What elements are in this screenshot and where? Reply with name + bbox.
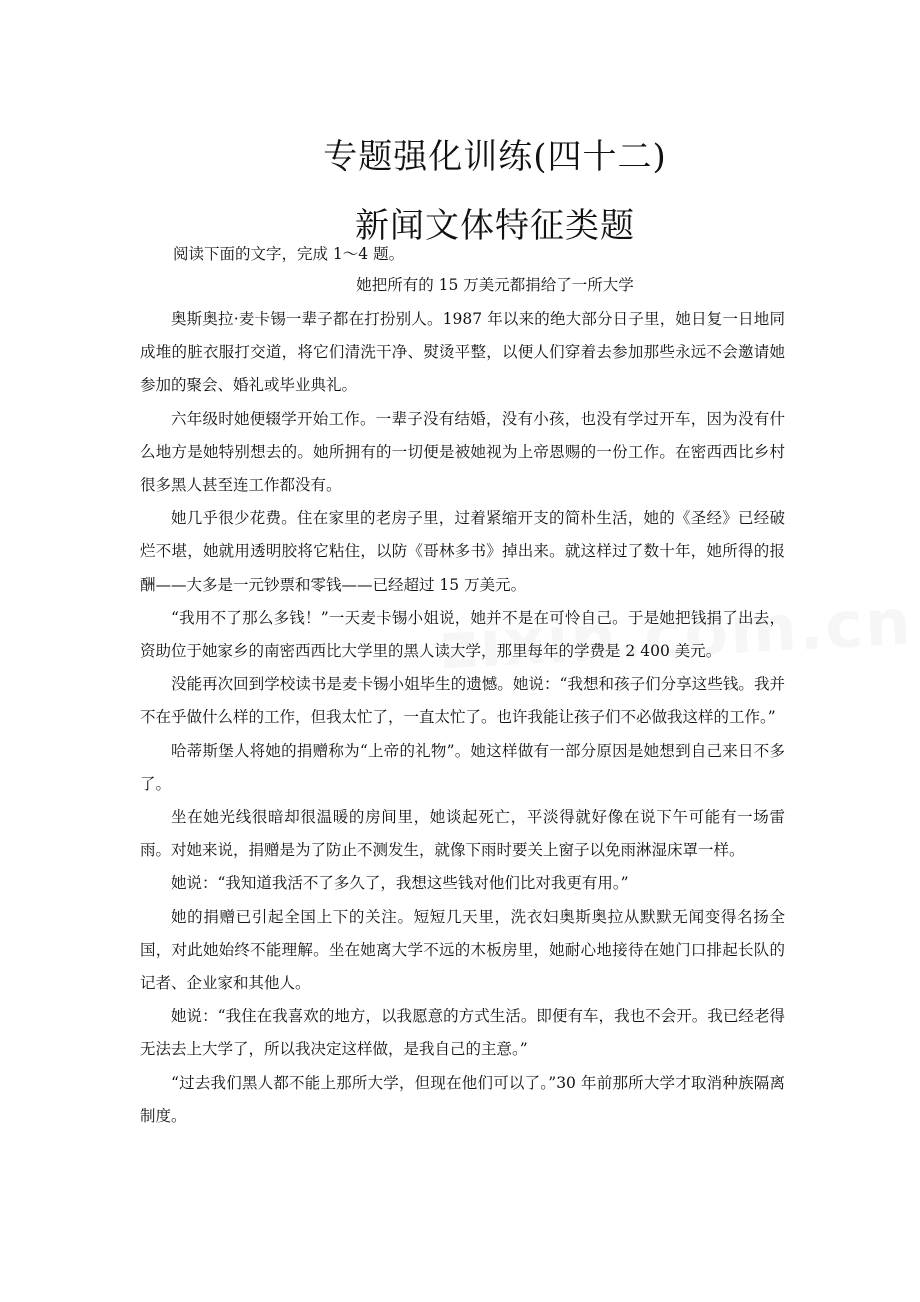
- article-paragraph: 没能再次回到学校读书是麦卡锡小姐毕生的遗憾。她说：“我想和孩子们分享这些钱。我并不在乎做什么样的工作，但我太忙了，一直太忙了。也许我能让孩子们不必做我这样的工作。”: [140, 675, 785, 727]
- article-paragraph: 她的捐赠已引起全国上下的关注。短短几天里，洗衣妇奥斯奥拉从默默无闻变得名扬全国，对此她始终不能理解。坐在她离大学不远的木板房里，她耐心地接待在她门口排起长队的记者、企业家和其他人。: [140, 907, 785, 993]
- article-title: 她把所有的 15 万美元都捐给了一所大学: [356, 276, 634, 294]
- article-paragraph: 坐在她光线很暗却很温暖的房间里，她谈起死亡，平淡得就好像在说下午可能有一场雷雨。对她来说，捐赠是为了防止不测发生，就像下雨时要关上窗子以免雨淋湿床罩一样。: [140, 808, 785, 860]
- article-paragraph: 她说：“我住在我喜欢的地方，以我愿意的方式生活。即便有车，我也不会开。我已经老得无法去上大学了，所以我决定这样做，是我自己的主意。”: [140, 1007, 785, 1059]
- document-title: 专题强化训练(四十二): [323, 136, 667, 177]
- article-paragraph: 她说：“我知道我活不了多久了，我想这些钱对他们比对我更有用。”: [171, 874, 629, 893]
- article-paragraph: 六年级时她便辍学开始工作。一辈子没有结婚，没有小孩，也没有学过开车，因为没有什么地方是她特别想去的。她所拥有的一切便是被她视为上帝恩赐的一份工作。在密西西比乡村很多黑人甚至连工作都没有。: [140, 409, 785, 495]
- article-paragraph: 她几乎很少花费。住在家里的老房子里，过着紧缩开支的简朴生活，她的《圣经》已经破烂不堪，她就用透明胶将它粘住，以防《哥林多书》掉出来。就这样过了数十年，她所得的报酬——大多是一元钞票和零钱——已经超过 15 万美元。: [140, 509, 785, 594]
- article-paragraph: “我用不了那么多钱！”一天麦卡锡小姐说，她并不是在可怜自己。于是她把钱捐了出去，资助位于她家乡的南密西西比大学里的黑人读大学，那里每年的学费是 2 400 美元。: [140, 608, 785, 661]
- article-paragraph: 奥斯奥拉·麦卡锡一辈子都在打扮别人。1987 年以来的绝大部分日子里，她日复一日地同成堆的脏衣服打交道，将它们清洗干净、熨烫平整，以便人们穿着去参加那些永远不会邀请她参加的聚会、婚礼或毕业典礼。: [140, 310, 785, 395]
- article-paragraph: 哈蒂斯堡人将她的捐赠称为“上帝的礼物”。她这样做有一部分原因是她想到自己来日不多了。: [140, 741, 785, 793]
- document-subtitle: 新闻文体特征类题: [355, 206, 635, 247]
- reading-instruction: 阅读下面的文字，完成 1～4 题。: [173, 245, 405, 263]
- article-paragraph: “过去我们黑人都不能上那所大学，但现在他们可以了。”30 年前那所大学才取消种族隔离制度。: [140, 1073, 785, 1125]
- article-body: [140, 303, 785, 1133]
